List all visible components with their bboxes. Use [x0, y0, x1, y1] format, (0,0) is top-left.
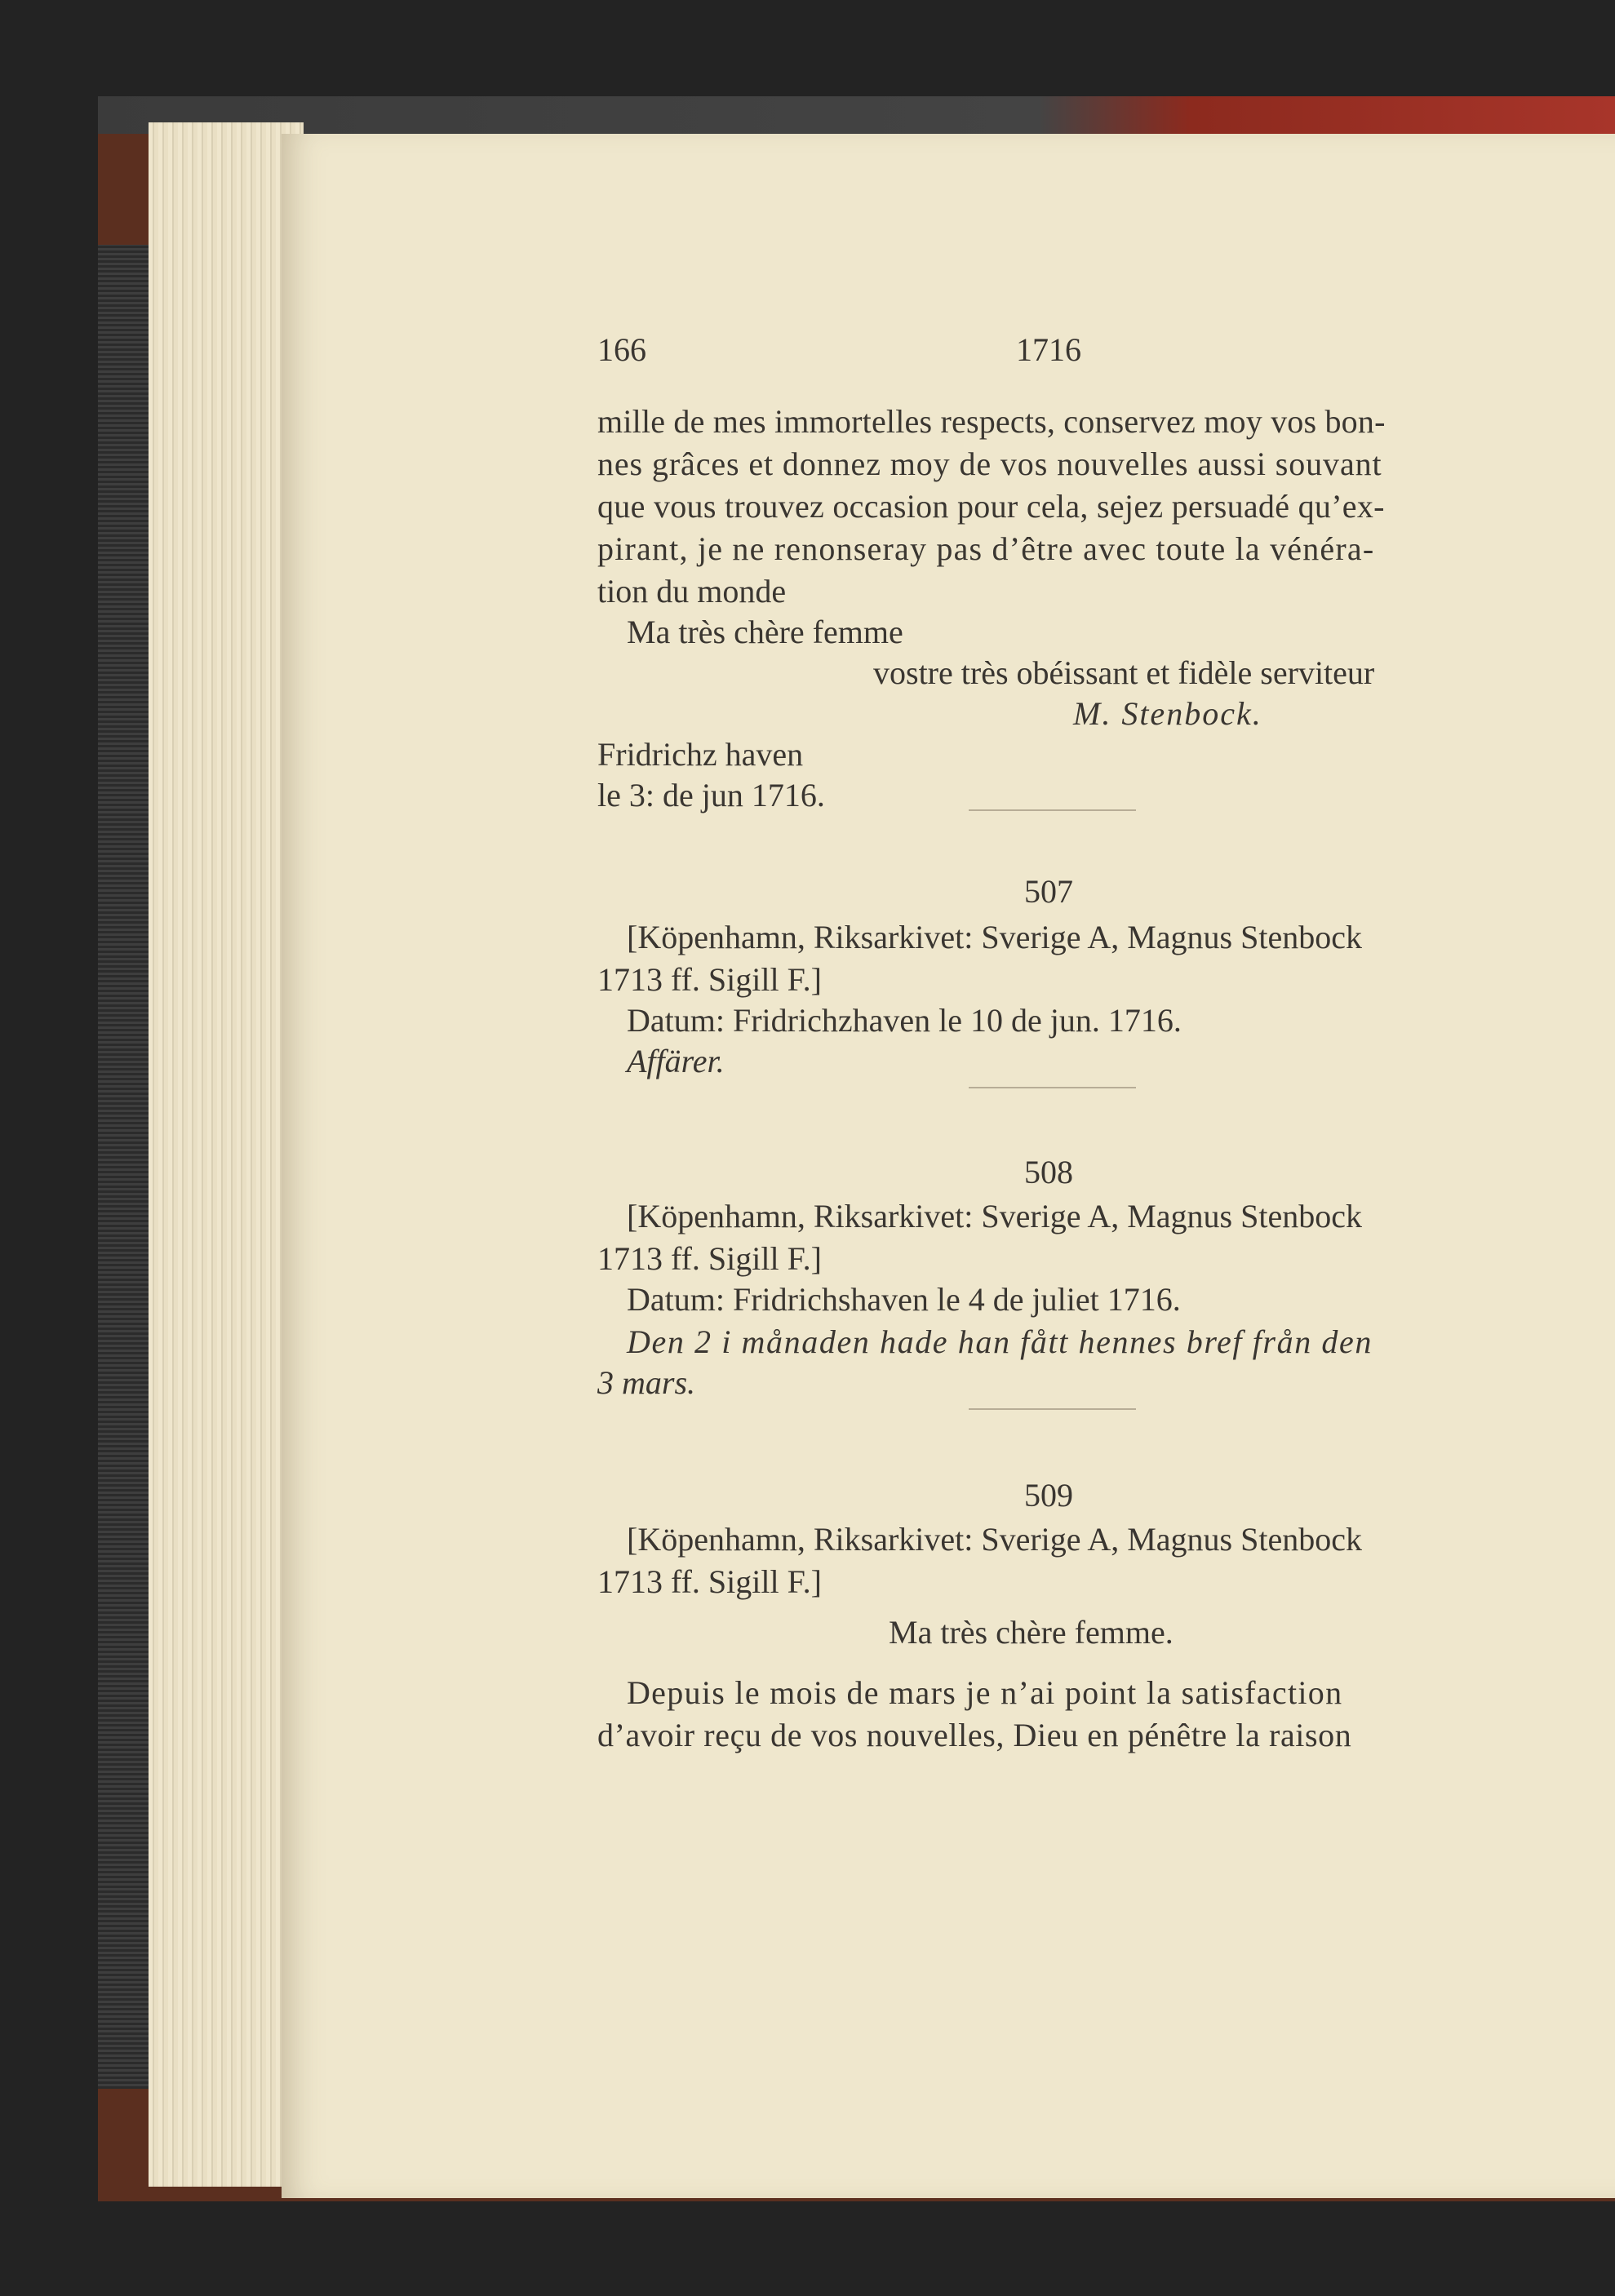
source-line: 1713 ff. Sigill F.]: [597, 1240, 822, 1277]
body-line: d’avoir reçu de vos nouvelles, Dieu en pénêtre la raison: [597, 1717, 1352, 1753]
section-divider: [969, 809, 1136, 811]
text-line: nes grâces et donnez moy de vos nouvelles aussi souvant: [597, 445, 1382, 482]
book-page: [282, 134, 1615, 2198]
section-divider: [969, 1408, 1136, 1410]
signature: M. Stenbock.: [1073, 695, 1262, 732]
text-line: pirant, je ne renonseray pas d’être avec toute la vénéra-: [597, 530, 1375, 567]
source-line: 1713 ff. Sigill F.]: [597, 961, 822, 998]
date: le 3: de jun 1716.: [597, 777, 825, 813]
running-head-year: 1716: [1016, 331, 1081, 368]
text-line: mille de mes immortelles respects, conservez moy vos bon-: [597, 403, 1386, 440]
place: Fridrichz haven: [597, 736, 804, 773]
source-line: [Köpenhamn, Riksarkivet: Sverige A, Magnus Stenbock: [627, 1521, 1362, 1558]
text-line: que vous trouvez occasion pour cela, sejez persuadé qu’ex-: [597, 488, 1385, 525]
book-spine: [98, 245, 149, 2089]
closing: vostre très obéissant et fidèle serviteur: [873, 654, 1375, 691]
source-line: [Köpenhamn, Riksarkivet: Sverige A, Magnus Stenbock: [627, 919, 1362, 955]
entry-number: 508: [1024, 1154, 1073, 1190]
page-stack-edge: [149, 122, 304, 2187]
summary-line: 3 mars.: [597, 1364, 696, 1401]
summary-line: Affärer.: [627, 1043, 725, 1079]
entry-number: 507: [1024, 873, 1073, 910]
salutation: Ma très chère femme: [627, 614, 903, 650]
source-line: [Köpenhamn, Riksarkivet: Sverige A, Magnus Stenbock: [627, 1198, 1362, 1234]
datum-line: Datum: Fridrichzhaven le 10 de jun. 1716.: [627, 1002, 1182, 1039]
text-line: tion du monde: [597, 573, 787, 609]
entry-number: 509: [1024, 1477, 1073, 1514]
datum-line: Datum: Fridrichshaven le 4 de juliet 1716.: [627, 1281, 1181, 1318]
section-divider: [969, 1087, 1136, 1088]
cover-top-edge: [98, 96, 1615, 134]
summary-line: Den 2 i månaden hade han fått hennes bref från den: [627, 1323, 1373, 1360]
source-line: 1713 ff. Sigill F.]: [597, 1563, 822, 1600]
page-number: 166: [597, 331, 646, 368]
salutation: Ma très chère femme.: [889, 1614, 1174, 1651]
body-line: Depuis le mois de mars je n’ai point la satisfaction: [627, 1674, 1343, 1711]
